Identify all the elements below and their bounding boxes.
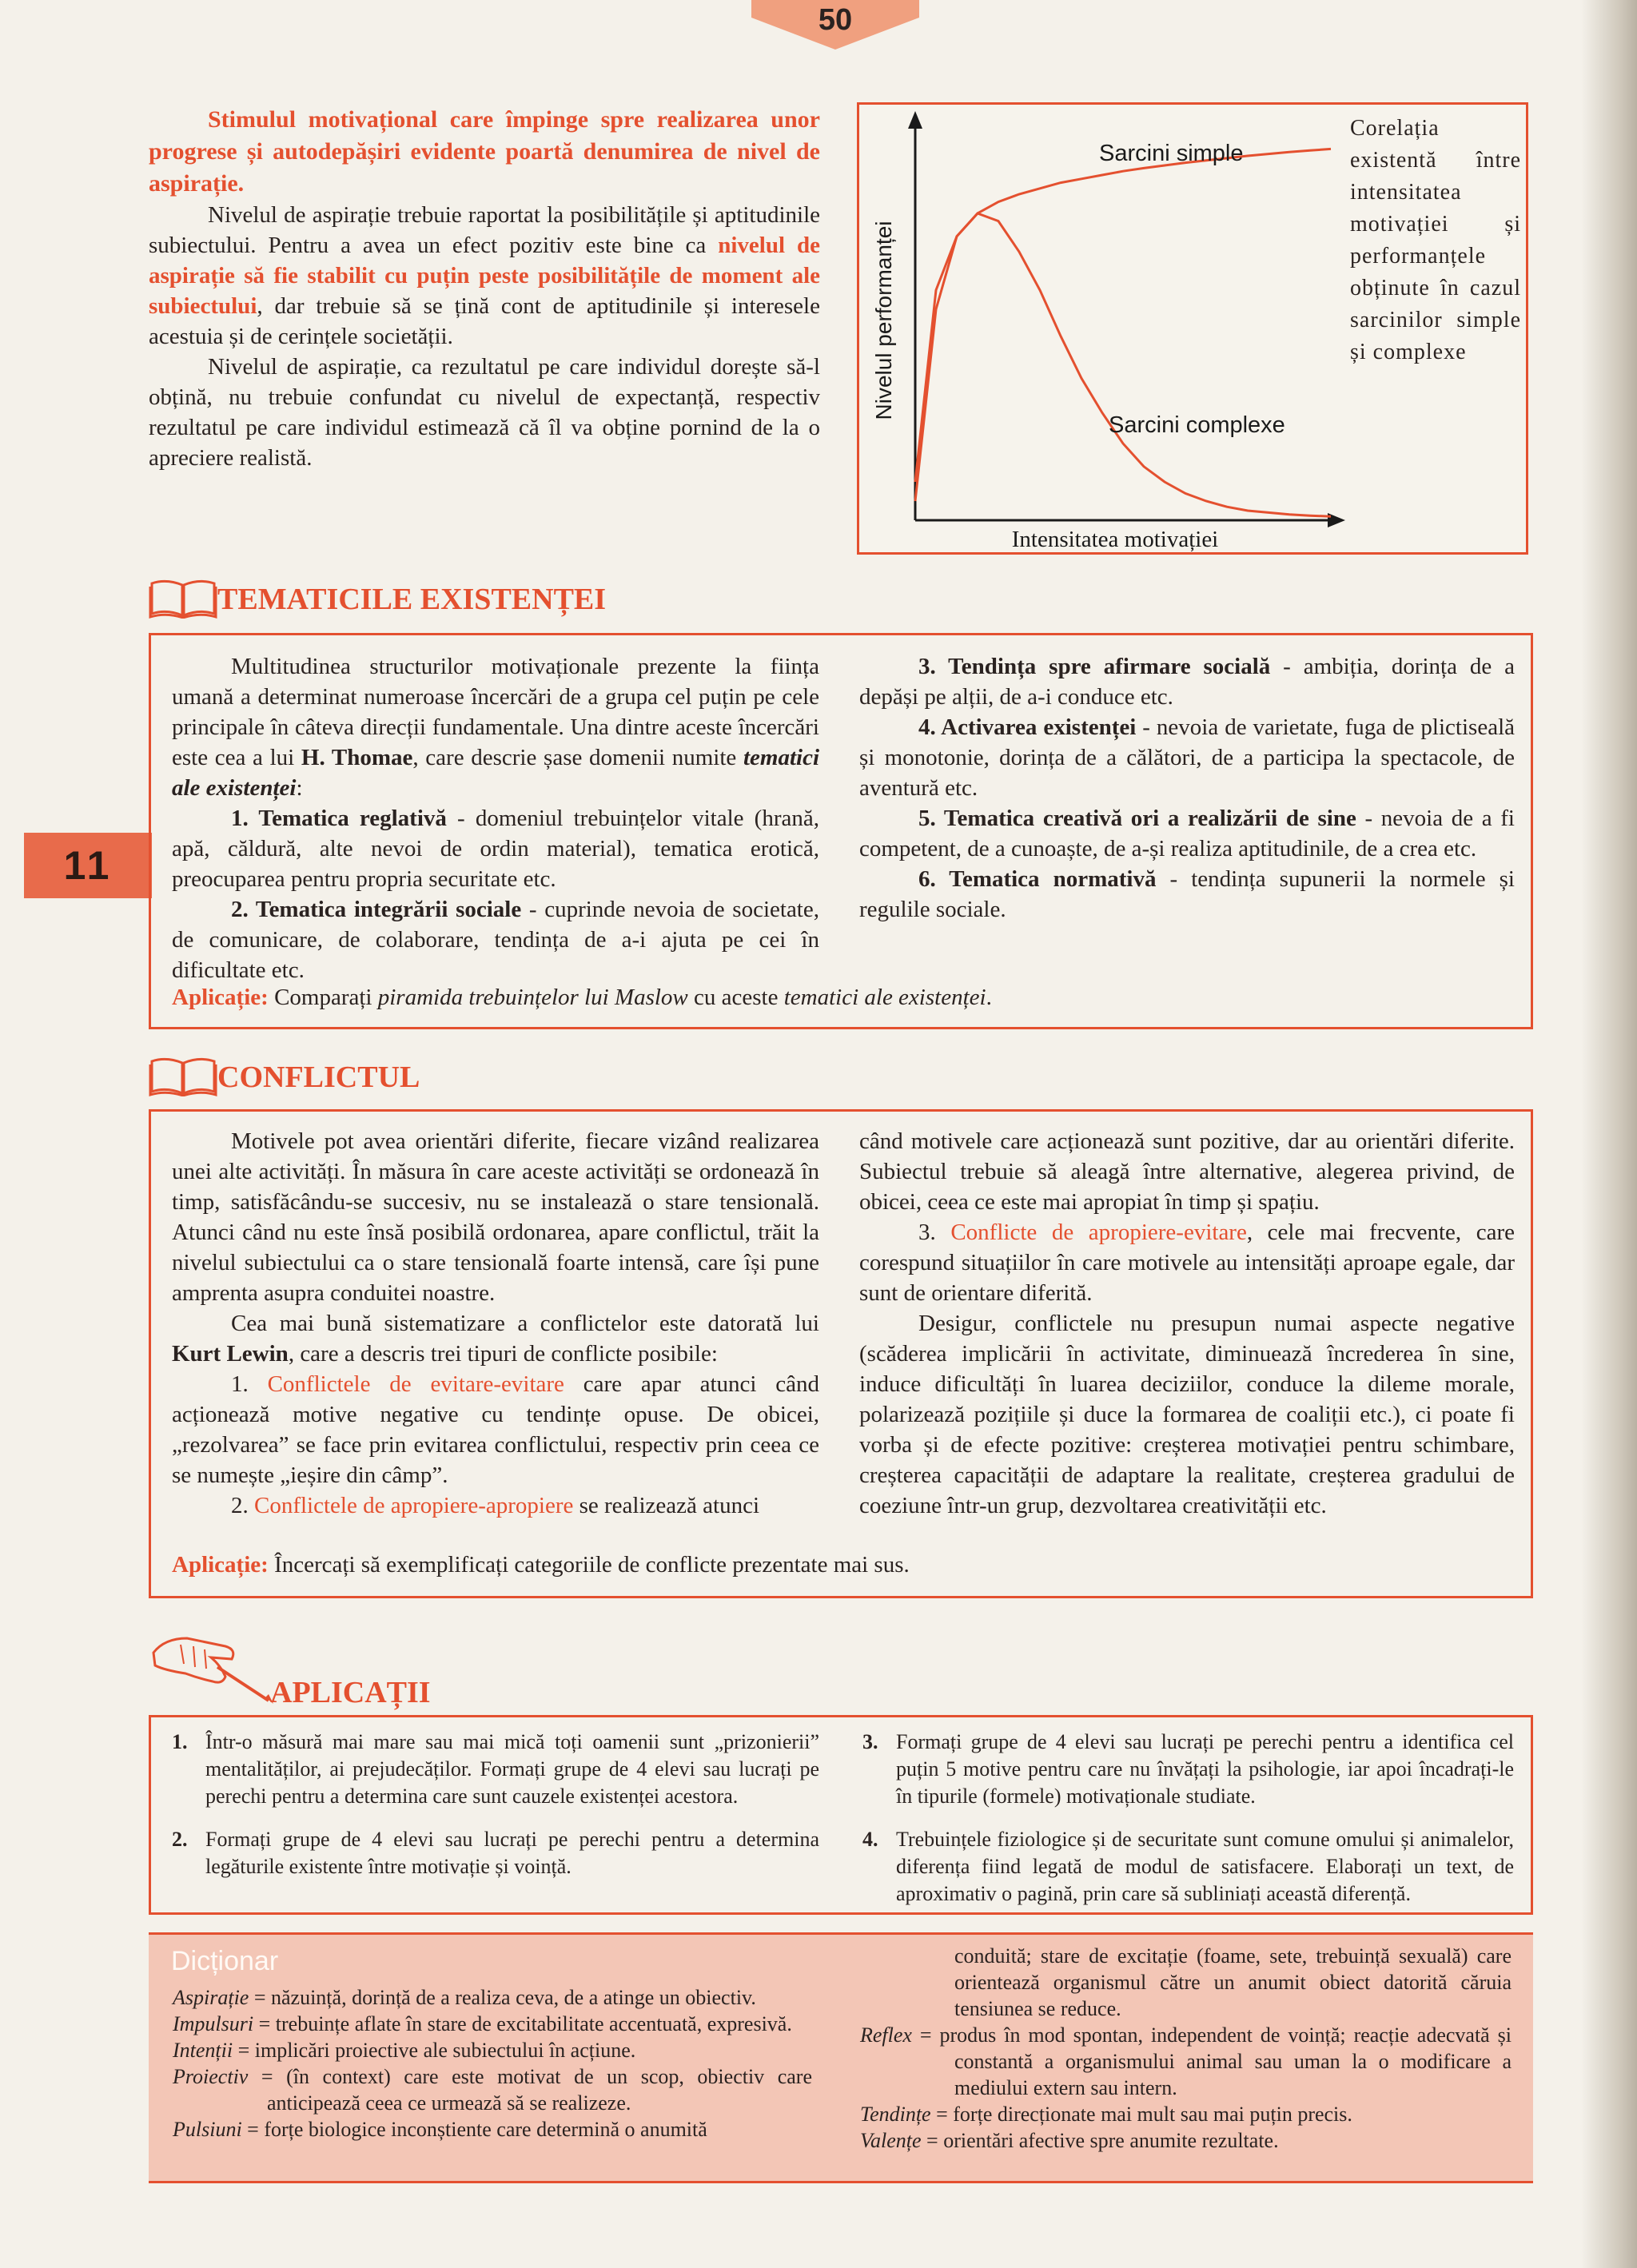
- dictionary-entry: [173, 2011, 812, 2037]
- dictionary-entry: [173, 1984, 812, 2011]
- aplicatii-right-column: [862, 1729, 1514, 1924]
- aplicatie-tematici: tematici ale existenței: [783, 985, 986, 1010]
- tematici-box: [149, 633, 1533, 1029]
- tematica-item: [172, 803, 819, 894]
- dictionary-left-column: [173, 1984, 812, 2143]
- page-edge-shadow: [1581, 0, 1637, 2268]
- series-line-sarcini-complexe: [915, 213, 1331, 516]
- lewin-name: Kurt Lewin: [172, 1341, 289, 1367]
- intro-p1-start: Nivelul de aspirație trebuie raportat la posibilitățile și aptitudinile subiectului. Pentru a avea un efect pozitiv este bine ca: [149, 202, 820, 258]
- dictionary-definition: = năzuință, dorință de a realiza ceva, de a atinge un obiectiv.: [253, 1986, 756, 2009]
- tematici-right-column: [859, 651, 1515, 925]
- open-book-icon: [149, 1055, 217, 1096]
- tematica-title: 2. Tematica integrării sociale: [231, 897, 522, 922]
- motivation-performance-chart: [857, 102, 1528, 555]
- item-text: Formați grupe de 4 elevi sau lucrați pe perechi pentru a identifica cel puțin 5 motive pentru care nu învățați la psihologie, iar apoi încadrați-le în tipurile (formele) motivaționale studiate.: [896, 1730, 1514, 1808]
- conflict-term: Conflicte de apropiere-evitare: [950, 1220, 1247, 1245]
- conflict-text: care apar atunci când acționează motive negative cu tendințe opuse. De obicei, „rezolvarea” se face prin evitarea conflictului, respectiv prin ceea ce se numește „ieșire din câmp”.: [172, 1371, 820, 1488]
- tematica-title: 5. Tematica creativă ori a realizării de sine: [918, 806, 1356, 831]
- aplicatie-maslow: piramida trebuințelor lui Maslow: [377, 985, 688, 1010]
- dictionary-term: Aspirație: [173, 1986, 249, 2009]
- tematici-left-column: [172, 651, 819, 985]
- conflict-type-2-cont: când motivele care acționează sunt pozitive, dar au orientări diferite. Subiectul trebuie să aleagă între alternative, alegerea privind, de obicei, ceea ce este mai apropiat în timp și spațiu.: [859, 1128, 1515, 1215]
- tematica-title: 1. Tematica reglativă: [231, 806, 447, 831]
- item-number: 2.: [172, 1828, 188, 1851]
- dictionary-definition: = forțe direcționate mai mult sau mai puțin precis.: [936, 2103, 1352, 2126]
- conflict-type-2: [172, 1490, 819, 1521]
- conflict-type-1: [172, 1369, 819, 1490]
- dictionary-right-column: [860, 1943, 1512, 2154]
- item-number: 1.: [172, 1730, 188, 1753]
- tematici-term: tematici ale existenței: [172, 745, 820, 801]
- tematici-heading: [149, 577, 708, 622]
- tematica-text: - tendința supunerii la normele și regulile sociale.: [859, 866, 1515, 922]
- conflictul-paragraph-3: Desigur, conflictele nu presupun numai aspecte negative (scăderea implicării în activitate, diminuează încrederea în sine, induce dificultăți în luarea deciziilor, conduce la dileme morale, polarizează pozițiile și duce la formarea de coaliții etc.), ci poate fi vorba și de efecte pozitive: creșterea motivației pentru schimbare, creșterea capacității de adaptare la realitate, creșterea gradului de coeziune într-un grup, dezvoltarea creativității etc.: [859, 1311, 1515, 1518]
- tematica-item: [172, 894, 819, 985]
- intro-paragraph-1: [149, 200, 820, 352]
- intro-paragraph-2: Nivelul de aspirație, ca rezultatul pe care individul dorește să-l obțină, nu trebuie confundat cu nivelul de expectanță, respectiv rezultatul pe care individul estimează că îl va obține pornind de la o apreciere realistă.: [149, 354, 820, 471]
- item-text: Formați grupe de 4 elevi sau lucrați pe perechi pentru a determina legăturile existente între motivație și voință.: [205, 1828, 819, 1878]
- aplicatie-end: .: [986, 985, 992, 1010]
- dictionary-term: Proiectiv: [173, 2065, 249, 2088]
- aplicatie-item: [172, 1729, 819, 1810]
- tematica-item: [859, 712, 1515, 803]
- tematica-item: [859, 803, 1515, 864]
- item-number: 3.: [862, 1730, 878, 1753]
- conflictul-right-column: [859, 1126, 1515, 1521]
- y-axis-arrow: [908, 111, 922, 129]
- tematica-text: - nevoia de varietate, fuga de plictiseală și monotonie, dorința de a călători, de a participa la spectacole, de aventură etc.: [859, 714, 1515, 801]
- series-label-complexe: Sarcini complexe: [1109, 412, 1285, 438]
- dictionary-definition: = (în context) care este motivat de un scop, obiectiv care anticipează ceea ce urmează să se realizeze.: [261, 2065, 813, 2115]
- tematica-text: - cuprinde nevoia de societate, de comunicare, de colaborare, tendința de a-i ajuta pe cei în dificultate etc.: [172, 897, 819, 983]
- intro-p1-end: , dar trebuie să se țină cont de aptitudinile și interesele acestuia și de cerințele societății.: [149, 293, 820, 349]
- dictionary-term: Impulsuri: [173, 2012, 254, 2035]
- tematici-intro: [172, 651, 819, 803]
- writing-hand-icon: [149, 1617, 277, 1705]
- dictionary-entry: [173, 2037, 812, 2063]
- page-number: 50: [818, 3, 853, 37]
- thomae-name: H. Thomae: [301, 745, 413, 770]
- lewin-text: , care a descris trei tipuri de conflicte posibile:: [288, 1341, 718, 1367]
- dictionary-term: Intenții: [173, 2039, 233, 2062]
- dictionary-term: Tendințe: [860, 2103, 931, 2126]
- dictionary-entry: [173, 2116, 812, 2143]
- aplicatie-item: [172, 1826, 819, 1880]
- conflictul-paragraph-1: Motivele pot avea orientări diferite, fiecare vizând realizarea unei alte activități. În măsura în care aceste activități se ordonează în timp, satisfăcându-se succesiv, nu se instalează o stare tensională. Atunci când nu este însă posibilă ordonarea, apare conflictul, trăit la nivelul subiectului ca o stare tensională foarte intensă, care își pune amprenta asupra conduitei noastre.: [172, 1128, 819, 1306]
- tematica-item: [859, 864, 1515, 925]
- conflict-type-3: [859, 1217, 1515, 1308]
- page-number-tab: [751, 0, 919, 50]
- dictionary-definition: = implicări proiective ale subiectului în acțiune.: [237, 2039, 636, 2062]
- dictionary-box: [149, 1932, 1533, 2183]
- aplicatie-text: Comparați: [268, 985, 378, 1010]
- aspiration-definition: Stimulul motivațional care împinge spre realizarea unor progrese și autodepășiri evidente poartă denumirea de nivel de aspirație.: [149, 106, 820, 197]
- tematica-title: 4. Activarea existenței: [918, 714, 1137, 740]
- open-book-icon: [149, 577, 217, 619]
- dictionary-term: Valențe: [860, 2129, 922, 2152]
- conflictul-aplicatie: [172, 1550, 1515, 1580]
- conflict-term: Conflictele de apropiere-apropiere: [254, 1493, 574, 1518]
- tematica-item: [859, 651, 1515, 712]
- lewin-intro: Cea mai bună sistematizare a conflictelor este datorată lui: [231, 1311, 819, 1336]
- tematici-intro-text-2: , care descrie șase domenii numite: [412, 745, 743, 770]
- item-text: Trebuințele fiziologice și de securitate sunt comune omului și animalelor, diferența fiind legată de modul de satisfacere. Elaborați un text, de aproximativ o pagină, prin care să subliniați această diferență.: [896, 1828, 1514, 1905]
- aplicatie-text: Încercați să exemplificați categoriile de conflicte prezentate mai sus.: [268, 1552, 910, 1578]
- conflict-number: 3.: [918, 1220, 951, 1245]
- aplicatie-label: Aplicație:: [172, 985, 269, 1010]
- y-axis-label: Nivelul performanței: [871, 221, 896, 420]
- conflictul-paragraph-2: [172, 1308, 819, 1369]
- dictionary-entry: [860, 2101, 1512, 2127]
- dictionary-term: Pulsiuni: [173, 2118, 242, 2141]
- dictionary-term: Reflex: [860, 2023, 912, 2047]
- conflict-text: , cele mai frecvente, care corespund situațiilor în care motivele au intensități aproape egale, dar sunt de orientare diferită.: [859, 1220, 1515, 1306]
- dictionary-entry: [173, 2063, 812, 2116]
- tematica-title: 3. Tendința spre afirmare socială: [918, 654, 1271, 679]
- tematica-text: - nevoia de a fi competent, de a cunoaște, de a-și realiza aptitudinile, de a crea etc.: [859, 806, 1515, 861]
- tematica-text: - ambiția, dorința de a depăși pe alții, de a-i conduce etc.: [859, 654, 1515, 710]
- aplicatii-heading: [149, 1617, 628, 1709]
- dictionary-definition: = orientări afective spre anumite rezultate.: [926, 2129, 1279, 2152]
- tematica-title: 6. Tematica normativă: [918, 866, 1157, 892]
- conflictul-left-column: [172, 1126, 819, 1521]
- chart-caption: Corelația existentă între intensitatea motivației și performanțele obținute în cazul sarcinilor simple și complexe: [1350, 116, 1521, 364]
- dictionary-definition: = trebuințe aflate în stare de excitabilitate accentuată, expresivă.: [258, 2012, 792, 2035]
- conflictul-heading: [149, 1055, 548, 1100]
- tematici-intro-colon: :: [296, 775, 303, 801]
- conflict-number: 2.: [231, 1493, 254, 1518]
- item-number: 4.: [862, 1828, 878, 1851]
- aplicatii-left-column: [172, 1729, 819, 1896]
- item-text: Într-o măsură mai mare sau mai mică toți oamenii sunt „prizonierii” mentalităților, ai prejudecăților. Formați grupe de 4 elevi sau lucrați pe perechi pentru a determina care sunt cauzele existenței acestora.: [205, 1730, 819, 1808]
- series-label-simple: Sarcini simple: [1099, 141, 1244, 166]
- intro-p1-highlight: nivelul de aspirație să fie stabilit cu puțin peste posibilitățile de moment ale subiectului: [149, 233, 820, 319]
- conflict-number: 1.: [231, 1371, 268, 1397]
- dictionary-entry: [860, 2022, 1512, 2101]
- chapter-number-tab: 11: [24, 833, 152, 898]
- conflict-term: Conflictele de evitare-evitare: [267, 1371, 564, 1397]
- x-axis-label: Intensitatea motivației: [1011, 527, 1219, 552]
- aplicatie-text-2: cu aceste: [687, 985, 784, 1010]
- conflict-text: se realizează atunci: [573, 1493, 759, 1518]
- dictionary-continuation: conduită; stare de excitație (foame, sete, trebuință sexuală) care orientează organismul către un anumit obiect datorită căruia tensiunea se reduce.: [954, 1944, 1512, 2020]
- dictionary-title: Dicționar: [171, 1946, 279, 1976]
- aplicatie-label: Aplicație:: [172, 1552, 269, 1578]
- conflictul-title: CONFLICTUL: [217, 1060, 420, 1094]
- tematica-text: - domeniul trebuințelor vitale (hrană, apă, căldură, alte nevoi de ordin material), tematica erotică, preocuparea pentru propria securitate etc.: [172, 806, 819, 892]
- tematici-aplicatie: [172, 982, 1515, 1013]
- conflictul-box: [149, 1109, 1533, 1598]
- dictionary-definition: = produs în mod spontan, independent de voință; reacție adecvată și constantă a organismului animal sau uman la o modificare a mediului extern sau intern.: [919, 2023, 1512, 2099]
- aplicatie-item: [862, 1729, 1514, 1810]
- tematici-intro-text: Multitudinea structurilor motivaționale prezente la ființa umană a determinat numeroase încercări de a grupa cel puțin pe cele principale în câteva direcții fundamentale. Una dintre aceste încercări este cea a lui: [172, 654, 819, 770]
- dictionary-definition: = forțe biologice inconștiente care determină o anumită: [247, 2118, 707, 2141]
- tematici-title: TEMATICILE EXISTENȚEI: [217, 583, 607, 616]
- aplicatii-box: [149, 1715, 1533, 1915]
- intro-section: [149, 104, 820, 473]
- aplicatie-item: [862, 1826, 1514, 1908]
- dictionary-entry: [860, 2127, 1512, 2154]
- aplicatii-title: APLICAȚII: [270, 1676, 431, 1709]
